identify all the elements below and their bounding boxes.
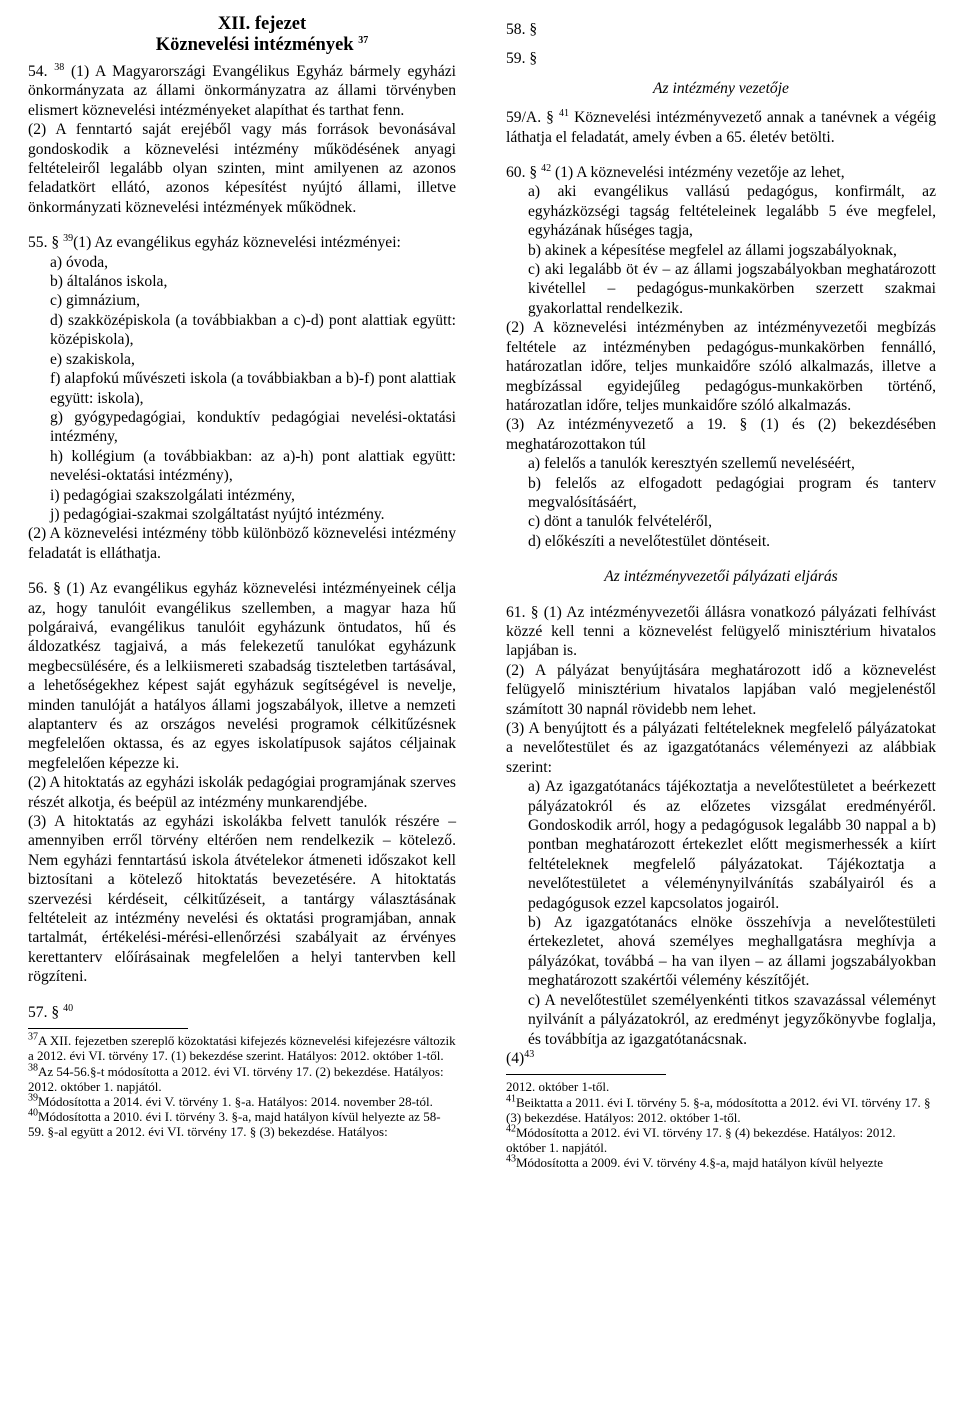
- heading-application: Az intézményvezetői pályázati eljárás: [604, 568, 838, 586]
- list-item: b) Az igazgatótanács elnöke összehívja a nevelőtestületi értekezletet, ahová személyes meghallgatásra meghívja a pályázókat, továbbá – ha van ilyen – az állami jogszabályokban meghatározott szakértői vélemény készítőjét.: [528, 914, 936, 990]
- list-item: d) szakközépiskola (a továbbiakban a c)-d) pont alattiak együtt: középiskola),: [50, 311, 456, 349]
- footnote-39: $^{39}$Módosította a 2014. évi V. törvény 1. §-a. Hatályos: 2014. november 28-tól.: [28, 1092, 433, 1109]
- list-item: f) alapfokú művészeti iskola (a továbbiakban a b)-f) pont alattiak együtt: iskola),: [50, 370, 456, 407]
- list-item: d) előkészíti a nevelőtestület döntéseit.: [528, 532, 771, 550]
- list-item: c) dönt a tanulók felvételéről,: [528, 513, 713, 531]
- right-column: [506, 20, 936, 1171]
- footnote-37: $^{37}$A XII. fejezetben szereplő közoktatási kifejezés köznevelési kifejezésre változik a 2012. évi VI. törvény 17. (1) bekezdése szerint. Hatályos: 2012. október 1-től.: [28, 1031, 456, 1064]
- section-56-1: 56. § (1) Az evangélikus egyház köznevelési intézményeinek célja az, hogy tanulóit evangélikus szellemben, a magyar haza hű polgáraivá, evangélikus tanulóit egyházunk öntudatos, hű és áldozatkész tagjaivá, a más felekezetű tanulókat egyházunk megbecsülésére, és a lelkiismereti szabadság tiszteletben tartásával, a lehetőségekhez képest saját egyházuk segítségével is nevelje, minden tanulóját a hatályos állami jogszabályok, illetve a nemzeti alaptanterv és az országos nevelési programok célkitűzésnek megfelelően oktassa, és az egyes iskolatípusok sajátos céljainak megfelelően képezze ki.: [28, 580, 456, 772]
- list-item: b) akinek a képesítése megfelel az állami jogszabályoknak,: [528, 241, 897, 259]
- list-item: c) A nevelőtestület személyenkénti titkos szavazással véleményt nyilvánít a pályázatokról, az eredményt jegyzőkönyvbe foglalja, és továbbítja az igazgatótanácsnak.: [528, 991, 936, 1048]
- section-61-3-list: [506, 777, 936, 1049]
- section-58: 58. §: [506, 21, 538, 38]
- section-54-1: 54. $^{38}$ (1) A Magyarországi Evangélikus Egyház bármely egyházi önkormányzata az állami önkormányzatra az állami törvényben elismert köznevelési intézményeket alapíthat és tarthat fenn.: [28, 61, 456, 119]
- list-item: a) felelős a tanulók keresztyén szellemű neveléséért,: [528, 455, 855, 473]
- left-column: [28, 14, 456, 1140]
- footnote-divider: [506, 1074, 666, 1075]
- list-item: a) Az igazgatótanács tájékoztatja a nevelőtestületet a beérkezett pályázatokról és az előzetes vizsgálat eredményéről. Gondoskodik arról, hogy a pedagógusok legalább 30 nappal a b) pontban meghatározott értekezlet előtt megismerhessék a kiírt feltételeknek megfelelő pályázatokat. Tájékoztatja a nevelőtestületet a véleménynyilvánítás szabályairól és a pedagógusok ezzel kapcsolatos jogairól.: [528, 778, 936, 912]
- section-61-1: 61. § (1) Az intézményvezetői állásra vonatkozó pályázati felhívást közzé kell tenni a köznevelést felügyelő minisztérium hivatalos lapjában is.: [506, 603, 936, 660]
- section-61-4: $(4)^{43}$: [506, 1048, 535, 1067]
- section-60-list: [506, 182, 936, 318]
- footnote-38: $^{38}$Az 54-56.§-t módosította a 2012. évi VI. törvény 17. (2) bekezdése. Hatályos: 2012. október 1. napjától.: [28, 1062, 444, 1094]
- section-60-2: (2) A köznevelési intézményben az intézményvezetői megbízás feltétele az intézményben pedagógus-munkakörben fennálló, határozatlan időre, teljes munkaidőre szóló alkalmazás, illetve a megbízással egyidejűleg pedagógus-munkakörben történő, határozatlan időre, teljes munkaidőre szóló alkalmazás.: [506, 319, 936, 414]
- list-item: b) felelős az elfogadott pedagógiai program és tanterv megvalósításáért,: [528, 474, 936, 511]
- list-item: b) általános iskola,: [50, 273, 168, 291]
- section-61-3: (3) A benyújtott és a pályázati feltételeknek megfelelő pályázatokat a nevelőtestület és az igazgatótanács véleményezi az alábbiak szerint:: [506, 720, 936, 776]
- section-55-list: [28, 253, 456, 525]
- section-60-3: (3) Az intézményvezető a 19. § (1) és (2) bekezdésében meghatározottakon túl: [506, 416, 936, 453]
- list-item: c) gimnázium,: [50, 292, 141, 310]
- heading-leader: Az intézmény vezetője: [653, 79, 789, 97]
- section-55-2: (2) A köznevelési intézmény több különböző köznevelési intézmény feladatát is elláthatja.: [28, 525, 456, 562]
- section-56-2: (2) A hitoktatás az egyházi iskolák pedagógiai programjának szerves részét alkotja, és beépül az intézmény munkarendjébe.: [28, 774, 456, 811]
- footnote-42: $^{42}$Módosította a 2012. évi VI. törvény 17. § (4) bekezdése. Hatályos: 2012. október 1. napjától.: [506, 1123, 896, 1156]
- section-57: 57. § $^{40}$: [28, 1002, 74, 1021]
- list-item: h) kollégium (a továbbiakban: az a)-h) pont alattiak együtt: nevelési-oktatási intézmény),: [50, 447, 456, 485]
- section-56-3: (3) A hitoktatás az egyházi iskolákba felvett tanulók részére – amennyiben erről törvény eltérően nem rendelkezik – kötelező. Nem egyházi fenntartású iskola átvételekor átmeneti időszakot kell biztosítani a kötelező hitoktatás bevezetésére. A hitoktatás szervezési kérdéseit, célkitűzéseit, a tantárgy választásának feltételeit az intézmény nevelési és oktatási programjában, annak tartalmát, értékelési-mérési-ellenőrzési szabályait az érvényes kerettanterv előírásainak megfelelően a helyi tantervben kell rögzíteni.: [28, 813, 456, 986]
- list-item: e) szakiskola,: [50, 350, 135, 368]
- chapter-title: XII. fejezet: [217, 14, 307, 34]
- list-item: a) óvoda,: [50, 253, 109, 271]
- list-item: i) pedagógiai szakszolgálati intézmény,: [50, 486, 295, 504]
- footnote-40: $^{40}$Módosította a 2010. évi I. törvény 3. §-a, majd hatályon kívül helyezte az 58-59. §-al együtt a 2012. évi VI. törvény 17. § (3) bekezdése. Hatályos:: [28, 1107, 441, 1140]
- footnote-continuation: 2012. október 1-től.: [506, 1079, 610, 1095]
- chapter-subtitle: Köznevelési intézmények: [155, 35, 354, 55]
- section-54-2: (2) A fenntartó saját erejéből vagy más források bevonásával gondoskodik a köznevelési intézmény működésének anyagi feltételeiről legalább olyan szinten, mint amilyenen az azonos feladatkört ellátó, azonos képesítést nyújtó állami, illetve önkormányzati köznevelési intézmények működnek.: [28, 121, 456, 216]
- list-item: j) pedagógiai-szakmai szolgáltatást nyújtó intézmény.: [50, 505, 385, 523]
- footnote-41: $^{41}$Beiktatta a 2011. évi I. törvény 5. §-a, módosította a 2012. évi VI. törvény 17. § (3) bekezdése. Hatályos: 2012. október 1-től.: [506, 1093, 931, 1125]
- list-item: c) aki legalább öt év – az állami jogszabályokban meghatározott kivétellel – pedagógus-munkakörben szerzett szakmai gyakorlattal rendelkezik.: [528, 261, 936, 317]
- section-59: 59. §: [506, 50, 538, 68]
- section-61-2: (2) A pályázat benyújtására meghatározott idő a köznevelést felügyelő minisztérium hivatalos lapjában való megjelenéstől számított 30 napnál rövidebb nem lehet.: [506, 661, 936, 718]
- section-60-3-list: [506, 454, 936, 551]
- section-60-1: 60. § $^{42}$ (1) A köznevelési intézmény vezetője az lehet,: [506, 162, 845, 182]
- chapter-heading: [68, 14, 456, 56]
- footnote-43: $^{43}$Módosította a 2009. évi V. törvény 4.§-a, majd hatályon kívül helyezte: [506, 1154, 884, 1171]
- section-59a: 59/A. § $^{41}$ Köznevelési intézményvezető annak a tanévnek a végéig láthatja el feladatát, amely évben a 65. életév betölti.: [506, 108, 937, 146]
- footnote-divider: [28, 1028, 188, 1029]
- section-55-1: 55. § $^{39}$(1) Az evangélikus egyház köznevelési intézményei:: [28, 233, 401, 252]
- list-item: a) aki evangélikus vallású pedagógus, konfirmált, az egyházközségi tagság feltételeinek legalább 5 éve megfelel, egyházának hűséges tagja,: [528, 183, 936, 240]
- list-item: g) gyógypedagógiai, konduktív pedagógiai nevelési-oktatási intézmény,: [50, 408, 456, 446]
- footnote-ref: 37: [358, 34, 369, 46]
